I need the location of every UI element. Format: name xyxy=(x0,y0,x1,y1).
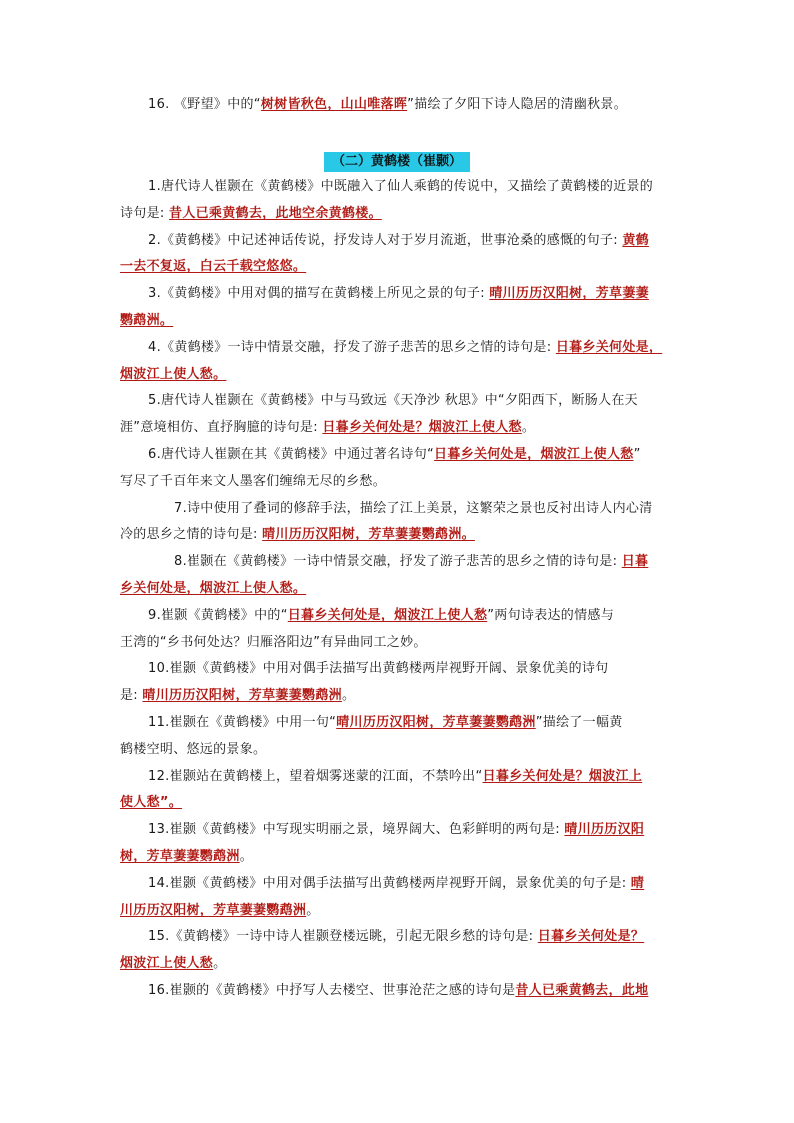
question-text: 鹤楼空明、悠远的景象。 xyxy=(120,741,267,757)
answer-text: 川历历汉阳树，芳草萋萋鹦鹉洲 xyxy=(120,902,307,918)
question-line-continued xyxy=(120,741,680,758)
question-text: 1.唐代诗人崔颢在《黄鹤楼》中既融入了仙人乘鹤的传说中，又描绘了黄鹤楼的近景的 xyxy=(148,179,654,194)
question-line-first xyxy=(148,928,708,945)
question-text: 7.诗中使用了叠词的修辞手法，描绘了江上美景，这繁荣之景也反衬出诗人内心清 xyxy=(174,500,653,516)
question-line-continued xyxy=(120,902,680,919)
question-text: ”两句诗表达的情感与 xyxy=(487,607,615,623)
answer-text: 日暮乡关何处是？ xyxy=(537,929,645,945)
question-text: 2.《黄鹤楼》中记述神话传说，抒发诗人对于岁月流逝，世事沧桑的感慨的句子: xyxy=(148,232,623,248)
answer-text: 黄鹤 xyxy=(622,232,649,248)
question-line-first xyxy=(148,875,708,892)
question-text: 。 xyxy=(239,849,254,864)
answer-text: 日暮乡关何处是，烟波江上使人愁 xyxy=(287,607,488,623)
question-text: 诗句是: xyxy=(120,205,170,221)
question-line-continued xyxy=(120,580,680,597)
question-line-continued xyxy=(120,366,680,383)
answer-text: 晴川历历汉阳树，芳草萋萋 xyxy=(489,286,649,302)
question-line-first xyxy=(174,553,734,570)
intro-item xyxy=(148,96,708,113)
question-line-continued xyxy=(120,312,680,329)
question-line-first xyxy=(148,178,708,195)
answer-text: 晴 xyxy=(630,875,645,891)
question-line-first xyxy=(148,446,708,463)
question-line-continued xyxy=(120,848,680,865)
answer-text: 晴川历历汉阳树，芳草萋萋鹦鹉洲 xyxy=(142,688,342,704)
question-line-first xyxy=(174,500,734,517)
answer-text: 树，芳草萋萋鹦鹉洲 xyxy=(120,849,240,864)
question-line-continued xyxy=(120,955,680,972)
answer-text: 日暮乡关何处是， xyxy=(555,339,663,355)
answer-text: 烟波江上使人愁。 xyxy=(120,366,227,382)
question-line-continued xyxy=(120,473,680,490)
question-line-first xyxy=(148,607,708,624)
question-text: 15.《黄鹤楼》一诗中诗人崔颢登楼远眺，引起无限乡愁的诗句是: xyxy=(148,929,538,945)
section-title: （二）黄鹤楼（崔颢） xyxy=(324,152,470,172)
question-line-first xyxy=(148,660,708,677)
answer-text: 晴川历历汉阳 xyxy=(564,822,645,838)
answer-text: 晴川历历汉阳树，芳草萋萋鹦鹉洲 xyxy=(336,715,536,730)
answer-text: 日暮 xyxy=(621,554,649,570)
question-text: 。 xyxy=(213,956,227,972)
intro-suffix: ”描绘了夕阳下诗人隐居的清幽秋景。 xyxy=(407,97,627,112)
question-text: 冷的思乡之情的诗句是: xyxy=(120,527,263,543)
answer-text: 鹦鹉洲。 xyxy=(120,313,174,328)
question-text: 写尽了千百年来文人墨客们缠绵无尽的乡愁。 xyxy=(120,473,387,489)
question-text: 13.崔颢《黄鹤楼》中写现实明丽之景，境界阔大、色彩鲜明的两句是: xyxy=(148,822,565,838)
question-text: 9.崔颢《黄鹤楼》中的“ xyxy=(148,607,288,623)
question-text: ”描绘了一幅黄 xyxy=(535,715,623,730)
answer-text: 日暮乡关何处是？烟波江上 xyxy=(482,768,643,784)
answer-text: 使人愁”。 xyxy=(120,795,183,811)
answer-text: 昔人已乘黄鹤去，此地 xyxy=(515,983,649,998)
answer-text: 日暮乡关何处是，烟波江上使人愁 xyxy=(434,447,634,462)
question-text: 3.《黄鹤楼》中用对偶的描写在黄鹤楼上所见之景的句子: xyxy=(148,286,490,302)
answer-text: 烟波江上使人愁 xyxy=(120,956,214,972)
question-text: 12.崔颢站在黄鹤楼上，望着烟雾迷蒙的江面，不禁吟出“ xyxy=(148,768,483,784)
intro-prefix: 16. 《野望》中的“ xyxy=(148,97,261,112)
answer-text: 昔人已乘黄鹤去，此地空余黄鹤楼。 xyxy=(169,205,382,221)
question-text: 王湾的“乡书何处达？归雁洛阳边”有异曲同工之妙。 xyxy=(120,634,427,650)
question-text: 16.崔颢的《黄鹤楼》中抒写人去楼空、世事沧茫之感的诗句是 xyxy=(148,983,516,998)
question-line-continued xyxy=(120,794,680,811)
question-text: 5.唐代诗人崔颢在《黄鹤楼》中与马致远《天净沙 秋思》中“夕阳西下，断肠人在天 xyxy=(148,393,638,409)
question-text: 涯”意境相仿、直抒胸臆的诗句是: xyxy=(120,420,323,436)
question-line-first xyxy=(148,392,708,409)
answer-text: 一去不复返，白云千载空悠悠。 xyxy=(120,259,307,275)
question-line-first xyxy=(148,821,708,838)
question-line-first xyxy=(148,982,708,999)
question-line-first xyxy=(148,232,708,249)
question-text: 10.崔颢《黄鹤楼》中用对偶手法描写出黄鹤楼两岸视野开阔、景象优美的诗句 xyxy=(148,661,609,677)
question-text: 14.崔颢《黄鹤楼》中用对偶手法描写出黄鹤楼两岸视野开阔，景象优美的句子是: xyxy=(148,875,631,891)
question-text: 是: xyxy=(120,688,143,704)
question-text: 。 xyxy=(341,688,356,704)
section-title-wrap xyxy=(0,150,794,172)
question-line-first xyxy=(148,339,708,356)
question-text: 8.崔颢在《黄鹤楼》一诗中情景交融，抒发了游子悲苦的思乡之情的诗句是: xyxy=(174,554,622,570)
question-line-continued xyxy=(120,258,680,275)
question-line-continued xyxy=(120,634,680,651)
question-line-first xyxy=(148,285,708,302)
intro-answer: 树树皆秋色，山山唯落晖 xyxy=(260,97,408,112)
question-line-continued xyxy=(120,526,680,543)
answer-text: 日暮乡关何处是？烟波江上使人愁 xyxy=(322,420,522,436)
answer-text: 晴川历历汉阳树，芳草萋萋鹦鹉洲。 xyxy=(262,527,475,543)
question-line-continued xyxy=(120,419,680,436)
question-text: 。 xyxy=(521,420,536,436)
question-line-continued xyxy=(120,205,680,222)
question-line-continued xyxy=(120,687,680,704)
question-text: ” xyxy=(633,447,641,462)
question-text: 。 xyxy=(306,902,320,918)
question-line-first xyxy=(148,768,708,785)
question-text: 6.唐代诗人崔颢在其《黄鹤楼》中通过著名诗句“ xyxy=(148,447,435,462)
question-line-first xyxy=(148,714,708,731)
answer-text: 乡关何处是，烟波江上使人愁。 xyxy=(120,581,307,596)
question-text: 4.《黄鹤楼》一诗中情景交融，抒发了游子悲苦的思乡之情的诗句是: xyxy=(148,339,556,355)
question-text: 11.崔颢在《黄鹤楼》中用一句“ xyxy=(148,715,337,730)
